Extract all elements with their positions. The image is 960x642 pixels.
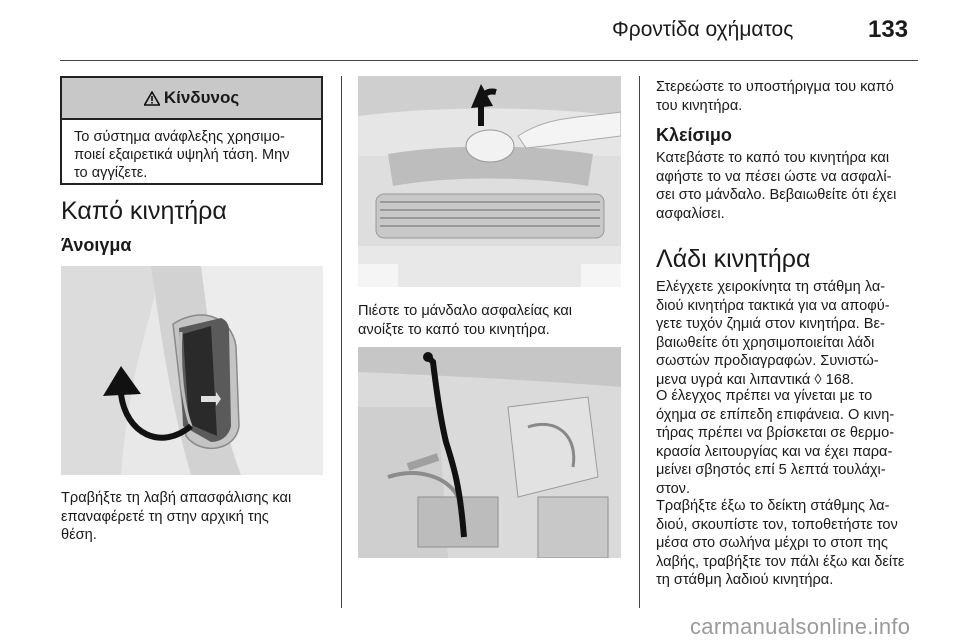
text-line: γετε τυχόν ζημιά στον κινητήρα. Βε-	[656, 316, 885, 333]
danger-line: ποιεί εξαιρετικά υψηλή τάση. Μην	[74, 147, 290, 163]
oil-paragraph-3	[656, 497, 904, 590]
lever-caption	[61, 489, 291, 545]
text-line: Τραβήξτε έξω το δείκτη στάθμης λα-	[656, 498, 890, 514]
text-line: Στερεώστε το υποστήριγμα του καπό	[656, 79, 894, 95]
danger-box-header	[62, 78, 321, 120]
danger-line: Το σύστημα ανάφλεξης χρησιμο-	[74, 129, 285, 145]
text-line: σωστών προδιαγραφών. Συνιστώ-	[656, 353, 879, 370]
text-line: αφήστε το να πέσει ώστε να ασφαλί-	[656, 168, 892, 185]
warning-triangle-icon	[144, 91, 160, 106]
opening-subheading: Άνοιγμα	[61, 235, 132, 255]
column-divider-left	[341, 76, 342, 608]
engine-oil-heading: Λάδι κινητήρα	[656, 245, 811, 273]
caption-line: θέση.	[61, 527, 97, 544]
text-line: διού κινητήρα τακτικά για να αποφύ-	[656, 297, 890, 314]
release-lever-illustration	[61, 266, 323, 475]
column-divider-right	[639, 76, 640, 608]
caption-line: ανοίξτε το καπό του κινητήρα.	[358, 321, 550, 338]
caption-line: Τραβήξτε τη λαβή απασφάλισης και	[61, 490, 292, 506]
header-divider	[60, 60, 918, 61]
danger-box-title: Κίνδυνος	[163, 88, 240, 107]
text-line: Κατεβάστε το καπό του κινητήρα και	[656, 150, 890, 166]
text-line: μέσα στο σωλήνα μέχρι το στοπ της	[656, 535, 888, 552]
watermark: carmanualsonline.info	[690, 614, 911, 639]
danger-warning-box	[60, 76, 323, 185]
text-line: σει στο μάνδαλο. Βεβαιωθείτε ότι έχει	[656, 187, 897, 204]
text-line: στον.	[656, 480, 691, 497]
danger-box-text	[62, 120, 321, 182]
text-line: Ο έλεγχος πρέπει να γίνεται με το	[656, 388, 873, 404]
oil-paragraph-2	[656, 387, 894, 499]
latch-caption	[358, 302, 572, 339]
text-line: λαβής, τραβήξτε τον πάλι έξω και δείτε	[656, 553, 905, 570]
support-rod-text	[656, 78, 894, 115]
page-header-title: Φροντίδα οχήματος	[612, 18, 794, 41]
text-line: ασφαλίσει.	[656, 205, 725, 222]
text-line: μείνει σβηστός επί 5 λεπτά τουλάχι-	[656, 462, 886, 479]
text-line: βαιωθείτε ότι χρησιμοποιείται λάδι	[656, 334, 875, 351]
page-number: 133	[868, 16, 909, 43]
text-line: κρασία λειτουργίας και να έχει παρα-	[656, 443, 893, 460]
closing-text	[656, 149, 896, 223]
oil-paragraph-1	[656, 278, 890, 390]
caption-line: Πιέστε το μάνδαλο ασφαλείας και	[358, 303, 573, 319]
caption-line: επαναφέρετέ τη στην αρχική της	[61, 508, 269, 525]
text-line: τη στάθμη λαδιού κινητήρα.	[656, 572, 834, 589]
hood-heading: Καπό κινητήρα	[61, 197, 227, 225]
hood-latch-illustration	[358, 76, 621, 287]
text-line: μενα υγρά και λιπαντικά ◊ 168.	[656, 371, 855, 388]
closing-subheading: Κλείσιμο	[656, 125, 732, 145]
text-line: όχημα σε επίπεδη επιφάνεια. Ο κινη-	[656, 406, 895, 423]
text-line: Ελέγχετε χειροκίνητα τη στάθμη λα-	[656, 279, 886, 295]
danger-line: το αγγίζετε.	[74, 165, 148, 181]
hood-prop-rod-illustration	[358, 347, 621, 558]
text-line: διού, σκουπίστε τον, τοποθετήστε τον	[656, 516, 898, 533]
text-line: του κινητήρα.	[656, 97, 743, 114]
text-line: τήρας πρέπει να βρίσκεται σε θερμο-	[656, 425, 895, 442]
